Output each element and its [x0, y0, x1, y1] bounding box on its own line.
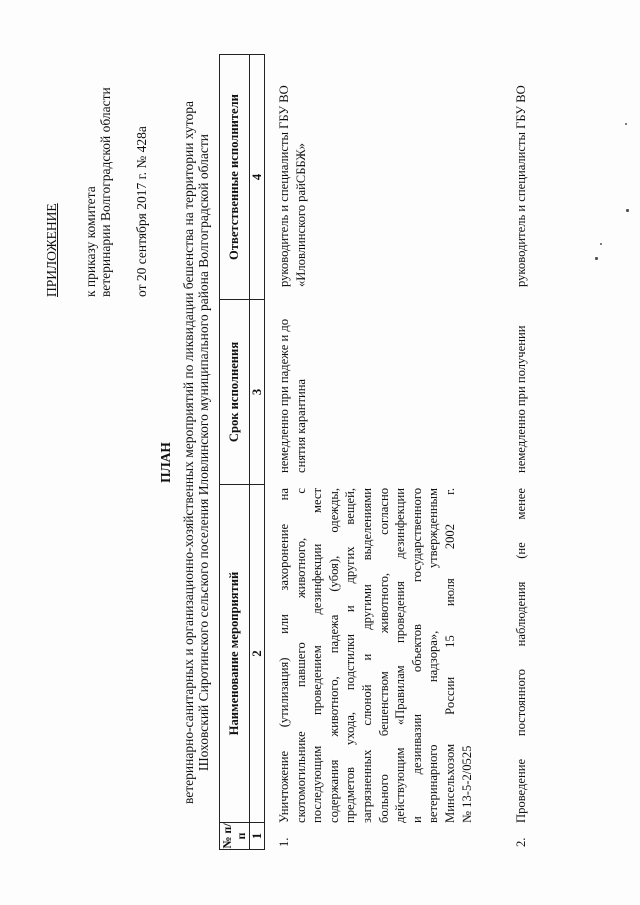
table-line — [219, 849, 265, 850]
row-1-name-line: и дезинвазии объектов государственного — [409, 488, 424, 823]
row-1-name-line: последующим проведением дезинфекции мест — [310, 488, 325, 823]
row-1-name-line: Минсельхозом России 15 июля 2002 г. — [442, 488, 457, 823]
row-1-name-line: содержания животного, падежа (убоя), одежды, — [326, 488, 341, 823]
plan-title — [158, 0, 174, 905]
row-1-resp: руководитель и специалисты ГБУ ВО «Иловлинского райСББЖ» — [277, 85, 308, 287]
row-2-name-line: Проведение постоянного наблюдения (не менее — [514, 488, 528, 823]
row-1-name-line: предметов ухода, подстилки и других вещей, — [343, 488, 358, 823]
col-number: 1 — [250, 832, 264, 840]
row-1-name-line: ветеринарного надзора», утвержденным — [426, 488, 441, 823]
plan-subtitle-2: Шоховский Сиротинского сельского поселения Иловлинского муниципального района Волгоградской области — [196, 133, 211, 772]
scan-speck — [595, 257, 598, 260]
plan-subtitle-1: ветеринарно-санитарных и организационно-хозяйственных мероприятий по ликвидации бешенства на территории хутора — [181, 100, 196, 805]
row-1-term: немедленно при падеже и до снятия карантина — [277, 318, 308, 473]
appendix-line-3: от 20 сентября 2017 г. № 428а — [134, 126, 149, 297]
header-num: № п/п — [220, 823, 248, 849]
row-1-name-line: действующим «Правилам проведения дезинфекции — [393, 488, 408, 823]
row-1-name-line: № 13-5-2/0525 — [459, 745, 474, 823]
header-resp: Ответственные исполнители — [227, 94, 241, 260]
row-2-num: 2. — [514, 837, 528, 847]
row-2-resp: руководитель и специалисты ГБУ ВО — [514, 85, 528, 287]
row-1-name-line: скотомогильнике павшего животного, с — [293, 488, 308, 823]
row-1-num: 1. — [277, 837, 291, 847]
row-2-term: немедленно при получении — [514, 325, 528, 473]
appendix-line-2: ветеринарии Волгоградской области — [98, 87, 113, 297]
header-name: Наименование мероприятий — [227, 571, 241, 736]
plan-title-text: ПЛАН — [158, 442, 173, 483]
header-term: Срок исполнения — [227, 341, 241, 443]
row-1-name-line: больного бешенством животного, согласно — [376, 488, 391, 823]
row-2-name — [513, 488, 530, 823]
col-number: 4 — [250, 173, 264, 181]
row-1-name — [276, 488, 475, 823]
row-1-name-line: Уничтожение (утилизация) или захоронение на — [277, 488, 291, 823]
scan-speck — [600, 243, 602, 245]
col-number: 2 — [250, 650, 264, 657]
col-number: 3 — [250, 388, 264, 396]
row-1-name-line: загрязненных слюной и другими выделениями — [359, 488, 374, 823]
appendix-line-1: к приказу комитета — [83, 186, 98, 297]
appendix-title: ПРИЛОЖЕНИЕ — [44, 203, 59, 297]
table-line — [219, 55, 220, 850]
scan-speck — [626, 209, 629, 212]
scan-speck — [625, 123, 627, 125]
